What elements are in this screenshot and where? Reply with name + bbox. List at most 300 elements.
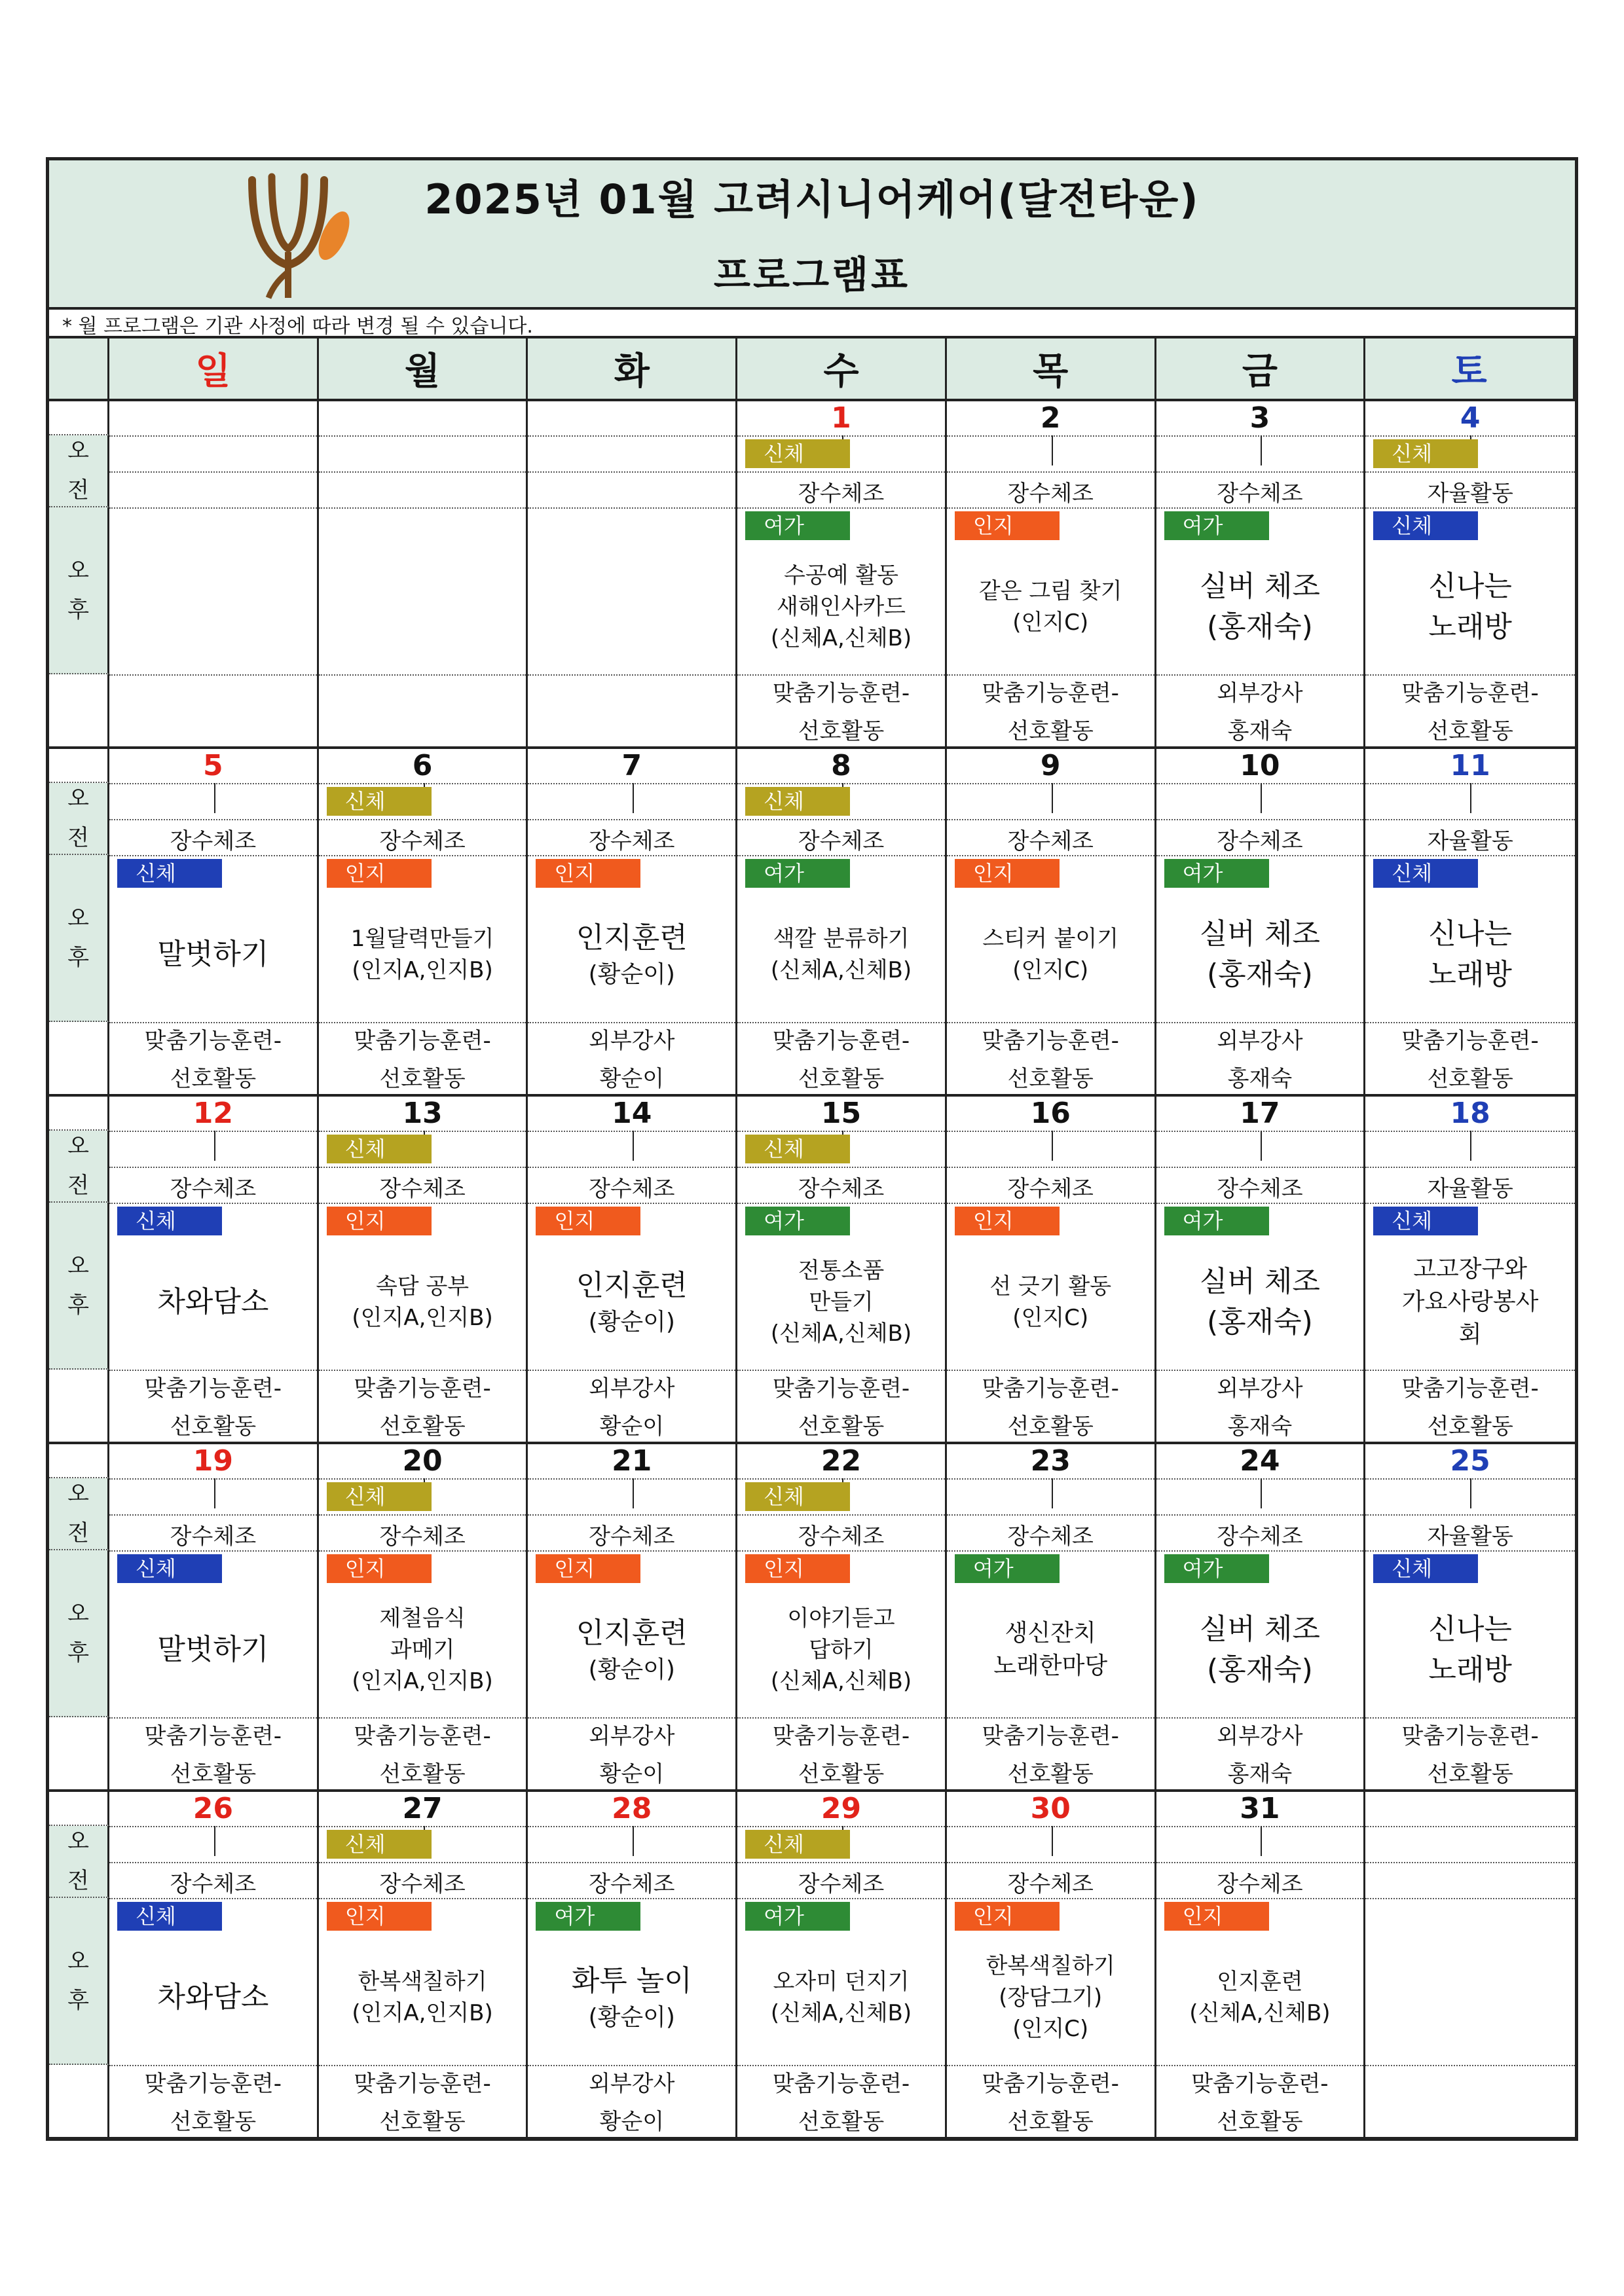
bottom-activity — [737, 2065, 945, 2141]
am-activity: 장수체조 — [170, 1523, 257, 1550]
pm-activity-line: (인지C) — [1012, 609, 1089, 636]
pm-activity — [737, 1237, 945, 1367]
pm-activity — [947, 889, 1154, 1019]
bottom-activity-line: 선호활동 — [379, 2109, 466, 2135]
bottom-activity-line: 맞춤기능훈련- — [982, 680, 1119, 706]
day-cell — [1156, 1097, 1366, 1444]
row-separator — [1156, 1550, 1364, 1552]
pm-activity-line: (신체A,신체B) — [770, 957, 912, 983]
bottom-activity-line: 맞춤기능훈련- — [354, 1028, 491, 1054]
bottom-activity-line: 맞춤기능훈련- — [354, 1376, 491, 1402]
pm-activity — [319, 1932, 526, 2062]
row-separator — [319, 1898, 526, 1899]
bottom-activity-line: 외부강사 — [1217, 680, 1303, 706]
day-tick — [633, 1131, 634, 1161]
row-separator — [1156, 819, 1364, 820]
pm-category-tag: 인지 — [536, 1207, 640, 1235]
row-separator — [1365, 1862, 1575, 1863]
pm-activity — [109, 1584, 317, 1715]
row-separator — [319, 819, 526, 820]
am-activity: 장수체조 — [798, 481, 885, 507]
side-blank-bottom — [49, 674, 109, 749]
day-cell — [109, 401, 319, 749]
row-separator — [1365, 1167, 1575, 1168]
pm-activity — [109, 1932, 317, 2062]
day-tick — [1470, 1478, 1471, 1508]
pm-activity-line: 선 긋기 활동 — [989, 1273, 1112, 1300]
row-separator — [737, 855, 945, 856]
row-separator — [319, 1550, 526, 1552]
side-pm-char: 후 — [67, 1292, 89, 1319]
am-activity: 장수체조 — [1007, 1176, 1094, 1202]
pm-category-tag: 여가 — [745, 1207, 850, 1235]
pm-activity — [737, 889, 945, 1019]
bottom-activity — [109, 2065, 317, 2141]
day-cell — [947, 1097, 1156, 1444]
pm-category-tag: 여가 — [745, 1902, 850, 1931]
pm-activity-line: 화투 놀이 — [571, 1963, 692, 1997]
am-category-tag: 신체 — [1373, 439, 1478, 468]
program-table — [46, 157, 1578, 2141]
pm-activity — [737, 541, 945, 672]
pm-activity — [319, 1584, 526, 1715]
am-activity: 장수체조 — [170, 1871, 257, 1897]
bottom-activity — [947, 1717, 1154, 1793]
am-category-tag: 신체 — [327, 1830, 432, 1859]
pm-category-tag: 인지 — [327, 859, 432, 888]
row-separator — [528, 507, 735, 509]
row-separator — [109, 507, 317, 509]
pm-category-tag: 인지 — [327, 1207, 432, 1235]
day-number: 27 — [319, 1792, 526, 1827]
pm-category-tag: 신체 — [117, 859, 222, 888]
side-pm-char: 오 — [67, 557, 89, 584]
pm-category-tag: 인지 — [955, 1902, 1060, 1931]
pm-category-tag: 신체 — [1373, 1554, 1478, 1583]
day-cell — [1156, 401, 1366, 749]
row-separator — [319, 1167, 526, 1168]
row-separator — [1365, 2065, 1575, 2066]
day-tick — [1261, 783, 1262, 813]
table-header — [49, 160, 1575, 310]
bottom-activity-line: 선호활동 — [1427, 1761, 1513, 1787]
pm-activity — [1156, 889, 1364, 1019]
bottom-activity — [528, 2065, 735, 2141]
bottom-activity-line: 맞춤기능훈련- — [772, 680, 910, 706]
am-category-tag: 신체 — [327, 1135, 432, 1163]
row-separator — [737, 1514, 945, 1516]
pm-activity-line: (인지A,인지B) — [352, 1999, 493, 2026]
day-cell — [737, 1097, 947, 1444]
row-separator — [109, 1898, 317, 1899]
pm-activity-line: (인지C) — [1012, 957, 1089, 983]
pm-activity — [1156, 1584, 1364, 1715]
day-number: 3 — [1156, 401, 1364, 437]
pm-activity-line: 새해인사카드 — [776, 593, 906, 620]
day-cell — [1365, 749, 1575, 1097]
day-tick — [214, 1826, 215, 1856]
day-tick — [633, 783, 634, 813]
bottom-activity-line: 외부강사 — [1217, 1028, 1303, 1054]
side-label-am — [49, 1826, 109, 1898]
pm-activity-line: (신체A,신체B) — [1189, 1999, 1331, 2026]
side-label-pm — [49, 1550, 109, 1717]
day-cell — [109, 1444, 319, 1792]
pm-activity — [737, 1584, 945, 1715]
side-pm-char: 후 — [67, 1639, 89, 1666]
row-separator — [737, 819, 945, 820]
side-am-char: 오 — [67, 1829, 89, 1855]
day-tick — [1261, 435, 1262, 465]
bottom-activity-line: 선호활동 — [1007, 718, 1094, 744]
day-number: 22 — [737, 1444, 945, 1480]
row-separator — [737, 1203, 945, 1204]
side-label-pm — [49, 855, 109, 1022]
day-cell — [528, 749, 737, 1097]
day-number: 15 — [737, 1097, 945, 1132]
day-cell — [319, 401, 528, 749]
pm-activity-line: 이야기듣고 — [787, 1605, 895, 1631]
bottom-activity-line: 맞춤기능훈련- — [144, 1028, 282, 1054]
row-separator — [947, 819, 1154, 820]
day-cell — [737, 1444, 947, 1792]
row-separator — [1156, 1203, 1364, 1204]
side-blank — [49, 1097, 109, 1131]
day-cell — [319, 1444, 528, 1792]
day-tick — [1261, 1826, 1262, 1856]
am-activity: 장수체조 — [1217, 1176, 1303, 1202]
day-tick — [214, 1478, 215, 1508]
day-number: 19 — [109, 1444, 317, 1480]
pm-category-tag: 여가 — [1164, 1207, 1269, 1235]
day-cell — [528, 401, 737, 749]
row-separator — [737, 471, 945, 473]
day-cell — [1365, 401, 1575, 749]
row-separator — [1365, 1898, 1575, 1899]
day-number: 11 — [1365, 749, 1575, 784]
bottom-activity-line: 선호활동 — [170, 2109, 257, 2135]
am-activity: 장수체조 — [589, 1176, 675, 1202]
side-am-char: 전 — [67, 1868, 89, 1894]
day-cell — [109, 1792, 319, 2140]
day-cell — [947, 1792, 1156, 2140]
row-separator — [1365, 819, 1575, 820]
pm-activity-line: 가요사랑봉사 — [1401, 1288, 1539, 1315]
bottom-activity-line: 선호활동 — [1427, 1066, 1513, 1092]
row-separator — [1156, 1862, 1364, 1863]
side-pm-char: 오 — [67, 1948, 89, 1975]
pm-activity-line: 실버 체조 — [1199, 917, 1320, 951]
page-subtitle: 프로그램표 — [713, 253, 911, 297]
bottom-activity — [1365, 1370, 1575, 1446]
row-separator — [1365, 507, 1575, 509]
bottom-activity-line: 선호활동 — [1427, 718, 1513, 744]
row-separator — [1156, 855, 1364, 856]
pm-category-tag: 여가 — [1164, 511, 1269, 540]
bottom-activity — [737, 1717, 945, 1793]
am-activity: 장수체조 — [798, 828, 885, 854]
pm-activity-line: 신나는 — [1428, 917, 1512, 951]
bottom-activity-line: 맞춤기능훈련- — [1401, 1028, 1539, 1054]
pm-category-tag: 인지 — [955, 1207, 1060, 1235]
am-category-tag: 신체 — [745, 1830, 850, 1859]
day-number: 16 — [947, 1097, 1154, 1132]
bottom-activity-line: 선호활동 — [170, 1066, 257, 1092]
bottom-activity-line: 외부강사 — [589, 1376, 675, 1402]
day-cell — [109, 749, 319, 1097]
pm-category-tag: 신체 — [1373, 1207, 1478, 1235]
row-separator — [109, 471, 317, 473]
day-number: 4 — [1365, 401, 1575, 437]
row-separator — [109, 1862, 317, 1863]
pm-activity-line: (황순이) — [588, 1308, 675, 1336]
side-label-am — [49, 435, 109, 507]
bottom-activity — [737, 1370, 945, 1446]
pm-activity-line: 스티커 붙이기 — [982, 925, 1119, 952]
bottom-activity-line: 맞춤기능훈련- — [772, 1028, 910, 1054]
am-activity: 장수체조 — [798, 1176, 885, 1202]
pm-activity-line: 말벗하기 — [157, 937, 269, 971]
day-cell — [737, 1792, 947, 2140]
bottom-activity — [319, 1370, 526, 1446]
row-separator — [528, 1167, 735, 1168]
am-activity: 장수체조 — [170, 1176, 257, 1202]
bottom-activity-line: 외부강사 — [589, 1723, 675, 1749]
side-pm-char: 오 — [67, 1600, 89, 1627]
pm-activity-line: 실버 체조 — [1199, 569, 1320, 603]
pm-activity — [528, 1237, 735, 1367]
bottom-activity — [109, 1022, 317, 1098]
bottom-activity-line: 외부강사 — [589, 2071, 675, 2097]
bottom-activity-line: 맞춤기능훈련- — [982, 1028, 1119, 1054]
bottom-activity-line: 선호활동 — [170, 1413, 257, 1440]
row-separator — [528, 1550, 735, 1552]
bottom-activity-line: 선호활동 — [170, 1761, 257, 1787]
bottom-activity — [319, 1022, 526, 1098]
am-activity: 장수체조 — [379, 1871, 466, 1897]
pm-category-tag: 인지 — [327, 1554, 432, 1583]
bottom-activity-line: 맞춤기능훈련- — [982, 2071, 1119, 2097]
week-row — [49, 749, 1575, 1097]
pm-activity-line: 한복색칠하기 — [358, 1968, 487, 1995]
bottom-activity-line: 선호활동 — [1427, 1413, 1513, 1440]
bottom-activity — [1365, 674, 1575, 750]
am-activity: 장수체조 — [589, 828, 675, 854]
bottom-activity-line: 선호활동 — [379, 1761, 466, 1787]
bottom-activity-line: 황순이 — [599, 2109, 665, 2135]
pm-activity-line: 과메기 — [390, 1636, 455, 1663]
day-number: 20 — [319, 1444, 526, 1480]
row-separator — [737, 507, 945, 509]
pm-activity-line: 노래한마당 — [993, 1652, 1108, 1679]
side-am-char: 오 — [67, 1481, 89, 1507]
day-cell — [528, 1792, 737, 2140]
day-number: 5 — [109, 749, 317, 784]
pm-activity-line: 고고장구와 — [1413, 1255, 1528, 1283]
pm-activity — [947, 1932, 1154, 2062]
side-pm-char: 후 — [67, 944, 89, 971]
day-number: 7 — [528, 749, 735, 784]
day-cell — [319, 749, 528, 1097]
side-pm-char: 오 — [67, 1252, 89, 1279]
pm-category-tag: 신체 — [117, 1554, 222, 1583]
pm-activity-line: 생신잔치 — [1005, 1619, 1096, 1647]
bottom-activity — [1156, 674, 1364, 750]
row-separator — [528, 1898, 735, 1899]
day-number: 8 — [737, 749, 945, 784]
day-number: 23 — [947, 1444, 1154, 1480]
side-am-char: 전 — [67, 477, 89, 503]
day-number: 1 — [737, 401, 945, 437]
side-am-char: 전 — [67, 1520, 89, 1546]
bottom-activity — [947, 2065, 1154, 2141]
row-separator — [737, 1898, 945, 1899]
bottom-activity-line: 황순이 — [599, 1761, 665, 1787]
day-tick — [214, 783, 215, 813]
bottom-activity-line: 맞춤기능훈련- — [1401, 1723, 1539, 1749]
bottom-activity-line: 선호활동 — [1007, 1066, 1094, 1092]
bottom-activity — [1365, 1717, 1575, 1793]
bottom-activity — [109, 1370, 317, 1446]
day-number: 25 — [1365, 1444, 1575, 1480]
am-category-tag: 신체 — [745, 787, 850, 816]
pm-activity — [947, 1237, 1154, 1367]
day-cell — [528, 1444, 737, 1792]
bottom-activity-line: 맞춤기능훈련- — [1191, 2071, 1329, 2097]
bottom-activity-line: 맞춤기능훈련- — [1401, 680, 1539, 706]
bottom-activity-line: 홍재숙 — [1227, 1413, 1293, 1440]
pm-activity-line: 차와담소 — [157, 1285, 269, 1319]
pm-activity — [528, 889, 735, 1019]
day-number: 31 — [1156, 1792, 1364, 1827]
bottom-activity — [1156, 2065, 1364, 2141]
pm-activity — [528, 1584, 735, 1715]
row-separator — [319, 1514, 526, 1516]
pm-activity-line: 한복색칠하기 — [986, 1952, 1115, 1979]
weekday-header: 일 — [109, 338, 319, 401]
row-separator — [947, 1203, 1154, 1204]
day-number: 17 — [1156, 1097, 1364, 1132]
day-tick — [1470, 1131, 1471, 1161]
day-cell — [1156, 749, 1366, 1097]
row-separator — [737, 1167, 945, 1168]
pm-activity-line: (신체A,신체B) — [770, 1320, 912, 1347]
bottom-activity-line: 선호활동 — [379, 1066, 466, 1092]
bottom-activity-line: 홍재숙 — [1227, 1066, 1293, 1092]
side-am-char: 오 — [67, 786, 89, 812]
day-tick — [633, 1478, 634, 1508]
pm-activity-line: 차와담소 — [157, 1980, 269, 2014]
row-separator — [109, 855, 317, 856]
row-separator — [947, 1514, 1154, 1516]
day-cell — [528, 1097, 737, 1444]
pm-category-tag: 여가 — [1164, 1554, 1269, 1583]
bottom-activity-line: 선호활동 — [379, 1413, 466, 1440]
pm-activity-line: 같은 그림 찾기 — [978, 577, 1122, 604]
side-blank — [49, 749, 109, 783]
pm-category-tag: 신체 — [117, 1207, 222, 1235]
pm-activity-line: (인지C) — [1012, 2015, 1089, 2042]
bottom-activity-line: 맞춤기능훈련- — [772, 2071, 910, 2097]
bottom-activity-line: 맞춤기능훈련- — [144, 2071, 282, 2097]
pm-category-tag: 여가 — [955, 1554, 1060, 1583]
bottom-activity-line: 외부강사 — [1217, 1723, 1303, 1749]
pm-activity-line: 인지훈련 — [576, 1268, 688, 1302]
pm-activity — [528, 1932, 735, 2062]
am-category-tag: 신체 — [745, 1482, 850, 1511]
side-am-char: 전 — [67, 825, 89, 851]
day-tick — [1052, 1826, 1053, 1856]
row-separator — [528, 1514, 735, 1516]
pm-activity-line: 노래방 — [1428, 1652, 1512, 1686]
am-activity: 자율활동 — [1427, 828, 1513, 854]
pm-activity-line: 인지훈련 — [576, 1616, 688, 1650]
bottom-activity-line: 맞춤기능훈련- — [354, 2071, 491, 2097]
bottom-activity-line: 선호활동 — [1217, 2109, 1303, 2135]
weekday-header: 화 — [528, 338, 737, 401]
side-label-am — [49, 1478, 109, 1550]
pm-activity-line: 노래방 — [1428, 610, 1512, 644]
week-row — [49, 1444, 1575, 1792]
bottom-activity-line: 홍재숙 — [1227, 1761, 1293, 1787]
side-am-char: 오 — [67, 438, 89, 464]
side-blank-bottom — [49, 2065, 109, 2140]
row-separator — [947, 507, 1154, 509]
row-separator — [319, 674, 526, 676]
pm-activity-line: 제철음식 — [379, 1605, 466, 1631]
pm-activity-line: (홍재숙) — [1206, 1652, 1313, 1686]
weekday-header: 목 — [947, 338, 1156, 401]
bottom-activity — [737, 1022, 945, 1098]
pm-activity — [947, 1584, 1154, 1715]
bottom-activity-line: 맞춤기능훈련- — [354, 1723, 491, 1749]
pm-activity — [947, 541, 1154, 672]
pm-activity — [737, 1932, 945, 2062]
day-number: 24 — [1156, 1444, 1364, 1480]
row-separator — [1365, 471, 1575, 473]
day-tick — [1470, 783, 1471, 813]
pm-activity-line: 전통소품 — [798, 1257, 885, 1284]
side-pm-char: 후 — [67, 596, 89, 623]
am-category-tag: 신체 — [745, 439, 850, 468]
pm-category-tag: 신체 — [1373, 859, 1478, 888]
day-number — [109, 401, 317, 437]
pm-category-tag: 신체 — [117, 1902, 222, 1931]
pm-category-tag: 여가 — [745, 511, 850, 540]
bottom-activity-line: 홍재숙 — [1227, 718, 1293, 744]
pm-activity-line: (장담그기) — [999, 1984, 1103, 2011]
bottom-activity-line: 맞춤기능훈련- — [772, 1723, 910, 1749]
pm-activity-line: (인지A,인지B) — [352, 1667, 493, 1694]
pm-activity-line: (신체A,신체B) — [770, 625, 912, 651]
bottom-activity — [1156, 1717, 1364, 1793]
pm-activity-line: 인지훈련 — [576, 920, 688, 955]
am-activity: 장수체조 — [1217, 828, 1303, 854]
pm-activity — [1365, 1584, 1575, 1715]
row-separator — [737, 1550, 945, 1552]
day-number: 13 — [319, 1097, 526, 1132]
pm-activity-line: (인지A,인지B) — [352, 957, 493, 983]
pm-category-tag: 인지 — [955, 511, 1060, 540]
bottom-activity-line: 외부강사 — [589, 1028, 675, 1054]
am-activity: 장수체조 — [798, 1871, 885, 1897]
day-cell — [947, 1444, 1156, 1792]
day-cell — [737, 401, 947, 749]
side-blank — [49, 1444, 109, 1478]
pm-activity-line: 오자미 던지기 — [773, 1968, 910, 1995]
side-blank — [49, 401, 109, 435]
day-number: 12 — [109, 1097, 317, 1132]
